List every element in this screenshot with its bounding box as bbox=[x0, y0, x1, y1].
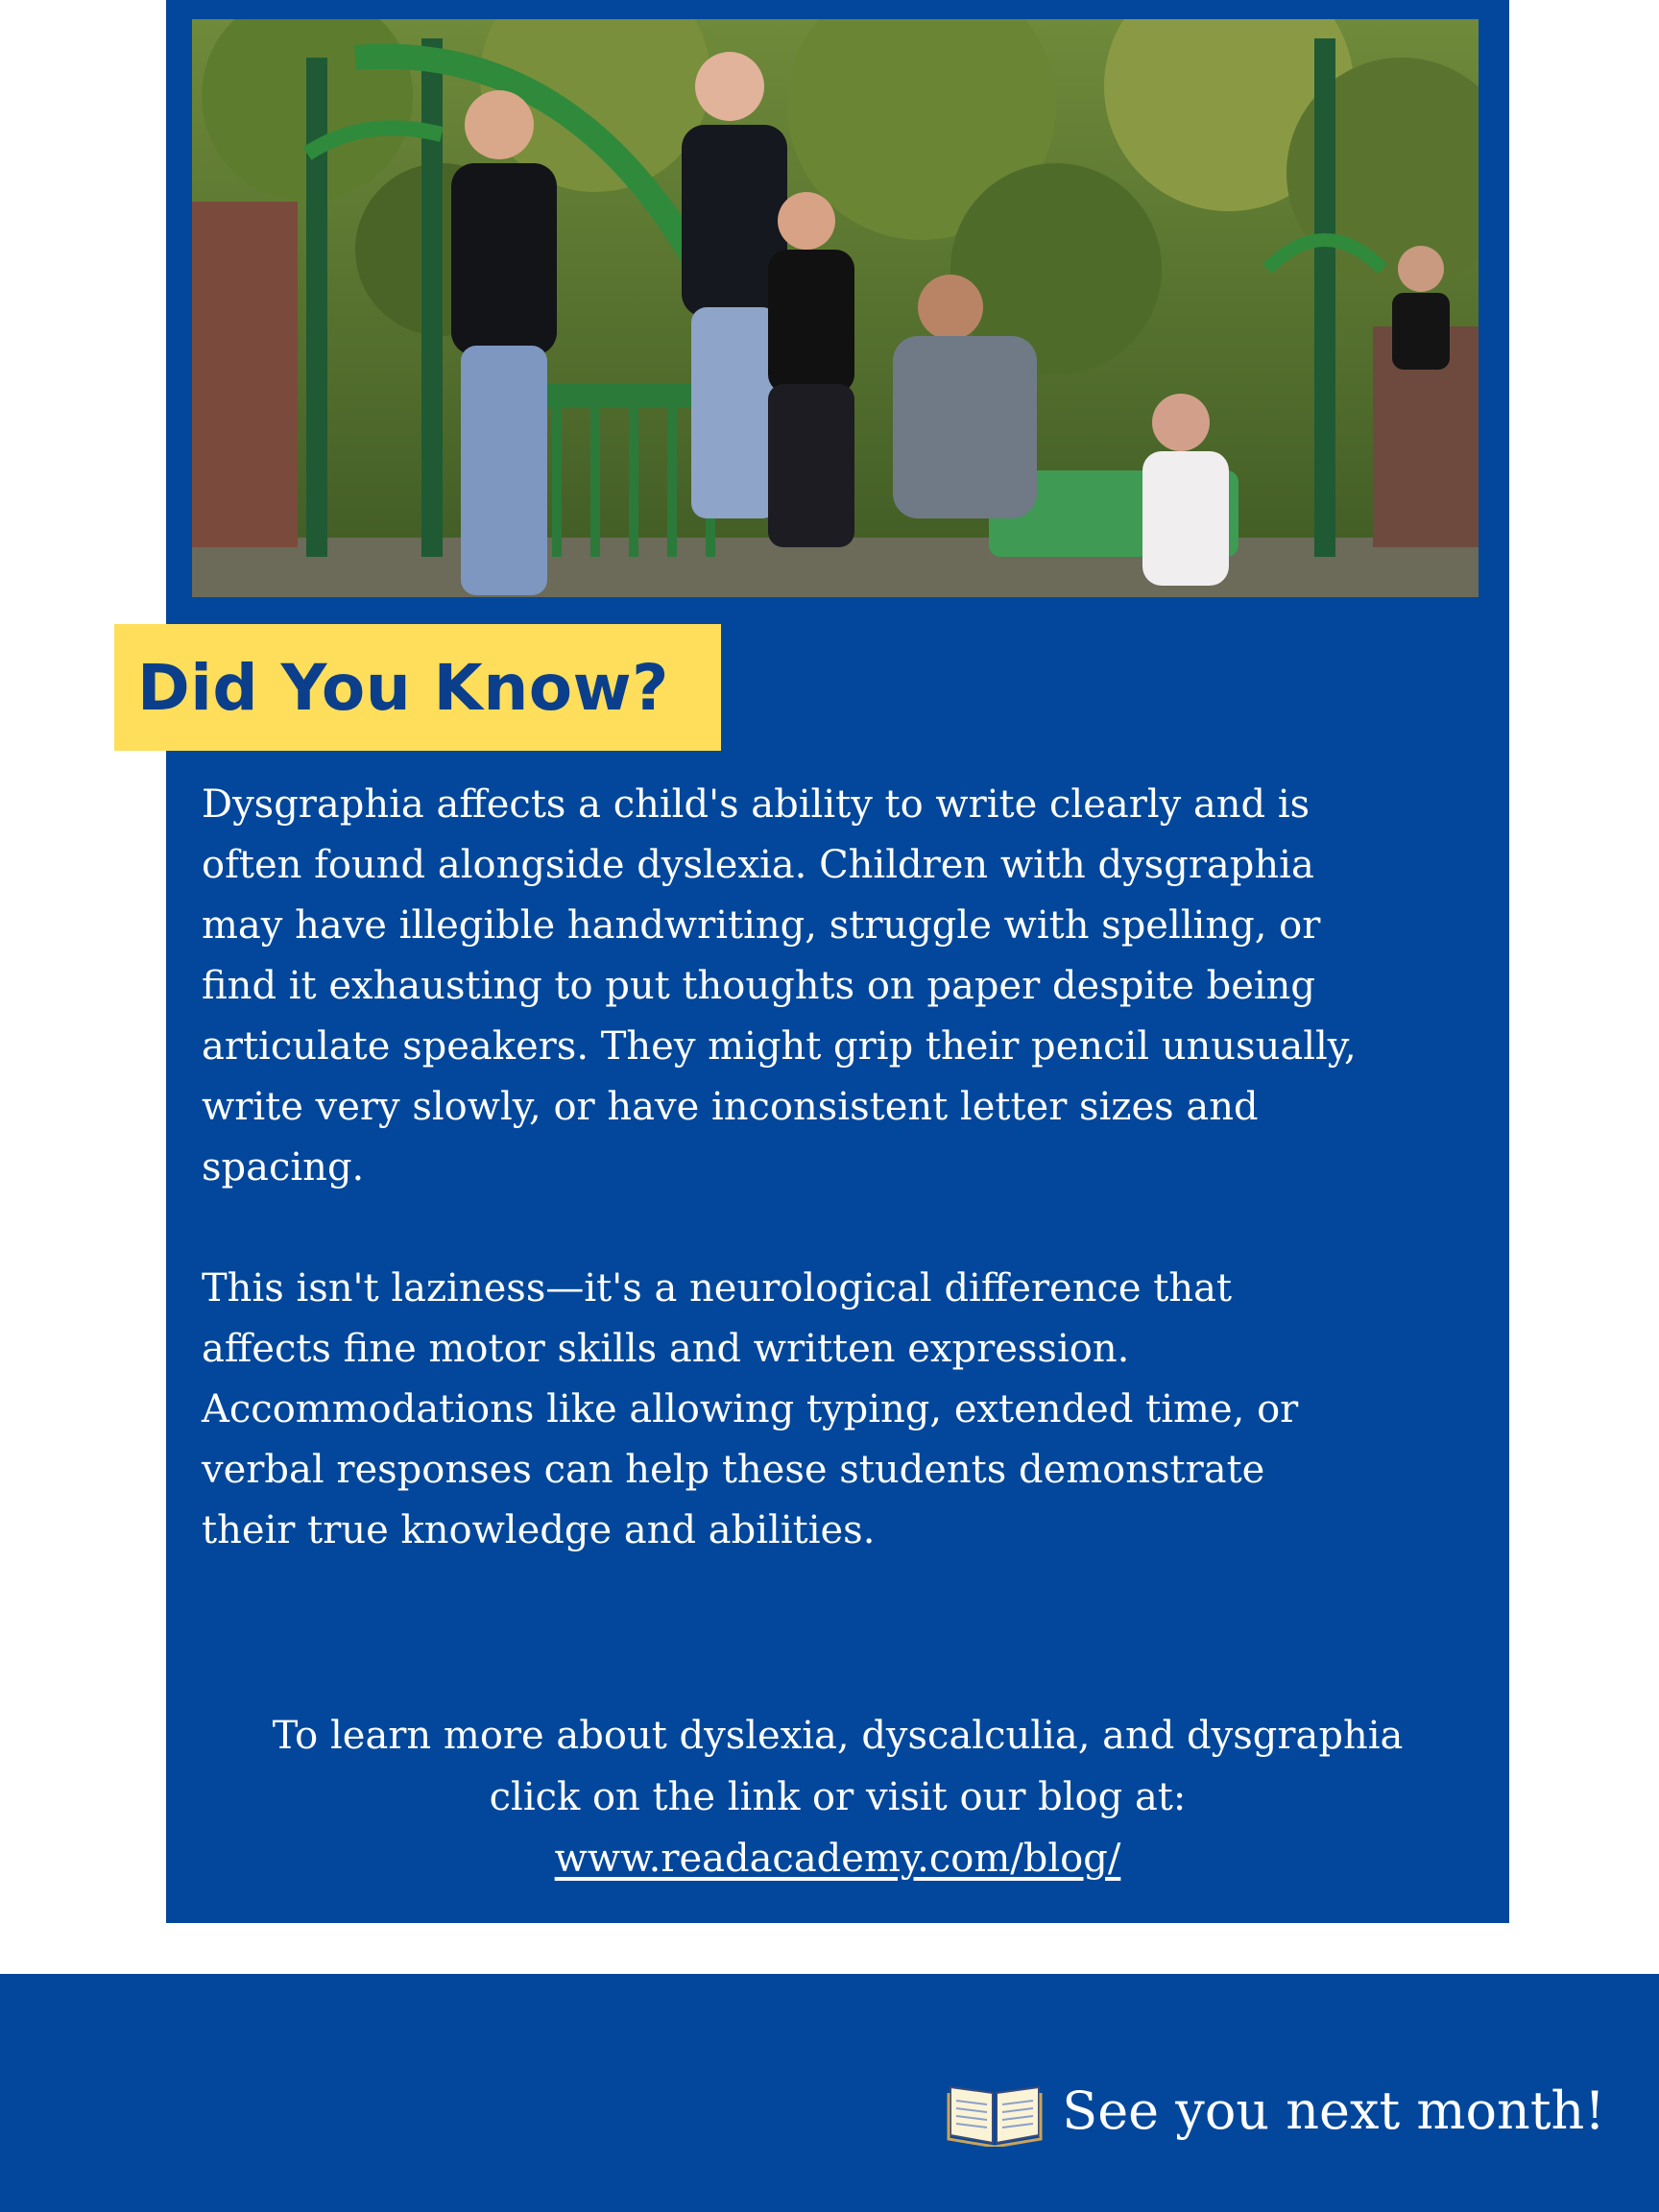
did-you-know-badge bbox=[114, 624, 721, 751]
playground-photo-illustration bbox=[192, 19, 1479, 597]
paragraph-1-line: may have illegible handwriting, struggle with spelling, or bbox=[202, 903, 1321, 948]
paragraph-1 bbox=[202, 775, 1488, 1198]
paragraph-1-line: spacing. bbox=[202, 1145, 365, 1190]
paragraph-2-line: affects fine motor skills and written expression. bbox=[202, 1327, 1130, 1371]
signoff-text: See you next month! bbox=[1062, 2080, 1605, 2141]
paragraph-2-line: their true knowledge and abilities. bbox=[202, 1508, 876, 1552]
blog-link[interactable]: www.readacademy.com/blog/ bbox=[554, 1837, 1121, 1881]
cta-line-2: click on the link or visit our blog at: bbox=[489, 1775, 1187, 1819]
playground-photo bbox=[192, 19, 1479, 597]
paragraph-1-line: find it exhausting to put thoughts on paper despite being bbox=[202, 964, 1316, 1008]
paragraph-spacer bbox=[202, 1198, 1488, 1259]
paragraph-1-line: Dysgraphia affects a child's ability to write clearly and is bbox=[202, 782, 1310, 827]
paragraph-1-line: write very slowly, or have inconsistent letter sizes and bbox=[202, 1085, 1259, 1129]
paragraph-1-line: articulate speakers. They might grip their pencil unusually, bbox=[202, 1024, 1357, 1069]
open-book-icon bbox=[947, 2074, 1043, 2147]
cta-line-1: To learn more about dyslexia, dyscalculia, and dysgraphia bbox=[272, 1714, 1404, 1758]
section-heading: Did You Know? bbox=[137, 650, 669, 725]
call-to-action bbox=[166, 1705, 1509, 1889]
paragraph-1-line: often found alongside dyslexia. Children with dysgraphia bbox=[202, 843, 1314, 887]
article-body bbox=[202, 775, 1488, 1561]
paragraph-2-line: verbal responses can help these students demonstrate bbox=[202, 1448, 1265, 1492]
paragraph-2-line: Accommodations like allowing typing, extended time, or bbox=[202, 1387, 1299, 1431]
paragraph-2 bbox=[202, 1259, 1488, 1561]
paragraph-2-line: This isn't laziness—it's a neurological difference that bbox=[202, 1266, 1233, 1310]
signoff bbox=[947, 2074, 1605, 2147]
